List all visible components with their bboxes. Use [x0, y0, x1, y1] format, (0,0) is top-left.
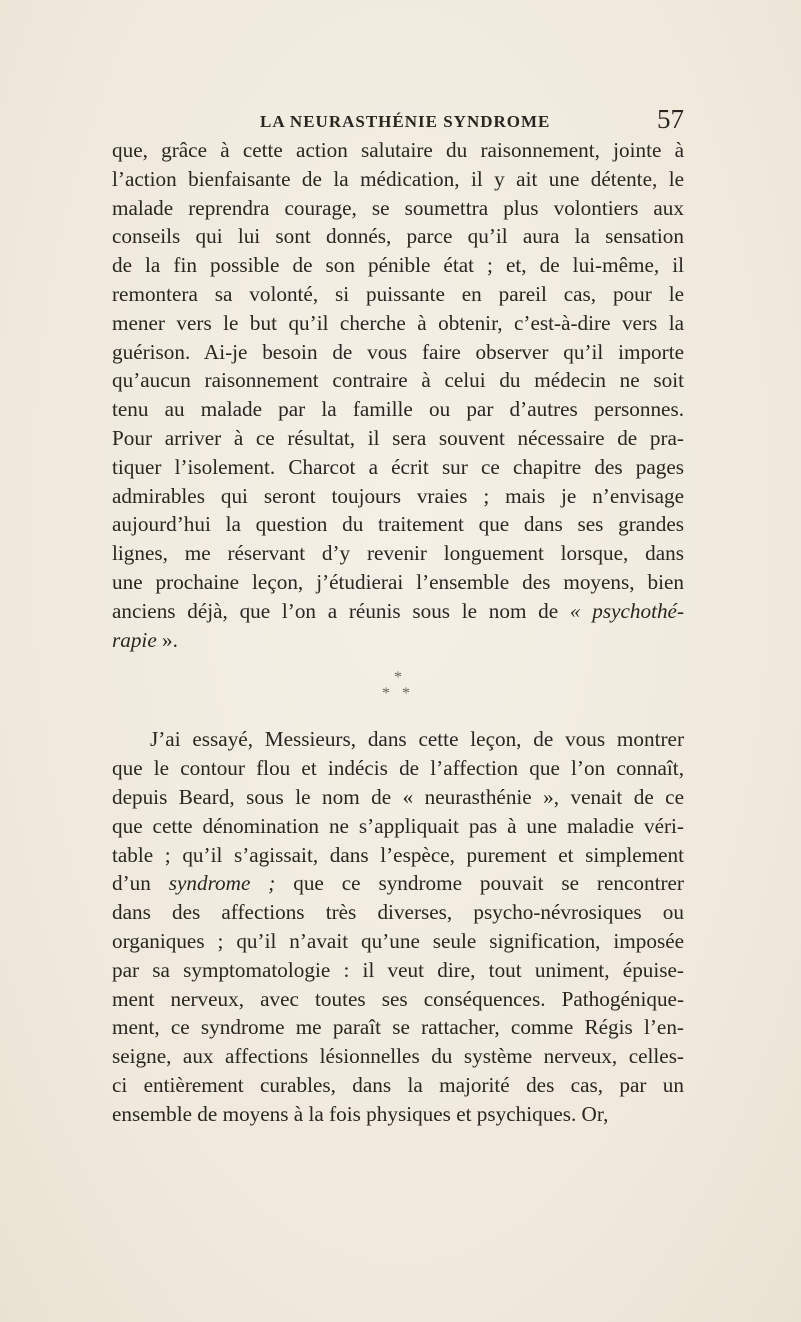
text-line: ment nerveux, avec toutes ses conséquences. Pathogénique- — [112, 986, 684, 1011]
text-line: Pour arriver à ce résultat, il sera souvent nécessaire de pra- — [112, 425, 684, 450]
text-line: remontera sa volonté, si puissante en pareil cas, pour le — [112, 281, 684, 306]
text-segment: ». — [156, 627, 178, 652]
text-line: conseils qui lui sont donnés, parce qu’il aura la sensation — [112, 224, 684, 249]
text-line: malade reprendra courage, se soumettra plus volontiers aux — [112, 195, 684, 220]
text-line: ensemble de moyens à la fois physiques et psychiques. Or, — [112, 1101, 609, 1126]
text-line: table ; qu’il s’agissait, dans l’espèce, purement et simplement — [112, 842, 684, 867]
text-line: qu’aucun raisonnement contraire à celui du médecin ne soit — [112, 368, 684, 393]
italic-term: rapie — [112, 627, 157, 652]
asterism-separator — [112, 654, 684, 725]
text-line: depuis Beard, sous le nom de « neurasthénie », venait de ce — [112, 784, 684, 809]
text-line: tenu au malade par la famille ou par d’autres personnes. — [112, 397, 684, 422]
text-line: que, grâce à cette action salutaire du raisonnement, jointe à — [112, 138, 684, 162]
running-title: LA NEURASTHÉNIE SYNDROME — [260, 112, 551, 131]
text-line: de la fin possible de son pénible état ; et, de lui-même, il — [112, 253, 684, 278]
italic-term: syndrome ; — [168, 871, 276, 896]
text-line: tiquer l’isolement. Charcot a écrit sur ce chapitre des pages — [112, 454, 684, 479]
text-line: organiques ; qu’il n’avait qu’une seule signification, imposée — [112, 928, 684, 953]
text-line: par sa symptomatologie : il veut dire, tout uniment, épuise- — [112, 957, 684, 982]
text-line — [112, 626, 684, 655]
text-line — [112, 869, 684, 898]
text-line: que cette dénomination ne s’appliquait pas à une maladie véri- — [112, 813, 684, 838]
text-line: J’ai essayé, Messieurs, dans cette leçon, de vous montrer — [150, 727, 684, 752]
text-line: que le contour flou et indécis de l’affection que l’on connaît, — [112, 756, 684, 781]
body-text — [112, 136, 684, 1129]
paragraph-1 — [112, 136, 684, 654]
text-line: admirables qui seront toujours vraies ; mais je n’envisage — [112, 483, 684, 508]
text-line: l’action bienfaisante de la médication, il y ait une détente, le — [112, 166, 684, 191]
text-segment: d’un — [112, 871, 169, 896]
page-header — [112, 104, 684, 138]
italic-term: « psychothé- — [569, 598, 685, 623]
text-segment: que ce syndrome pouvait se rencontrer — [275, 871, 684, 896]
text-line: seigne, aux affections lésionnelles du système nerveux, celles- — [112, 1044, 684, 1069]
text-line: ment, ce syndrome me paraît se rattacher, comme Régis l’en- — [112, 1015, 684, 1040]
text-line: dans des affections très diverses, psycho-névrosiques ou — [112, 900, 684, 925]
text-line — [112, 597, 684, 626]
text-line: lignes, me réservant d’y revenir longuement lorsque, dans — [112, 541, 684, 566]
text-line: guérison. Ai-je besoin de vous faire observer qu’il importe — [112, 339, 684, 364]
text-line: mener vers le but qu’il cherche à obtenir, c’est-à-dire vers la — [112, 310, 684, 335]
text-line: ci entièrement curables, dans la majorité des cas, par un — [112, 1072, 684, 1097]
page-number: 57 — [657, 104, 684, 134]
text-line: une prochaine leçon, j’étudierai l’ensemble des moyens, bien — [112, 569, 684, 594]
text-segment: anciens déjà, que l’on a réunis sous le nom de — [112, 598, 559, 623]
asterism-top: * — [394, 669, 402, 687]
asterism-bottom: * * — [382, 685, 414, 703]
paragraph-2 — [112, 725, 684, 1128]
text-line: aujourd’hui la question du traitement que dans ses grandes — [112, 512, 684, 537]
